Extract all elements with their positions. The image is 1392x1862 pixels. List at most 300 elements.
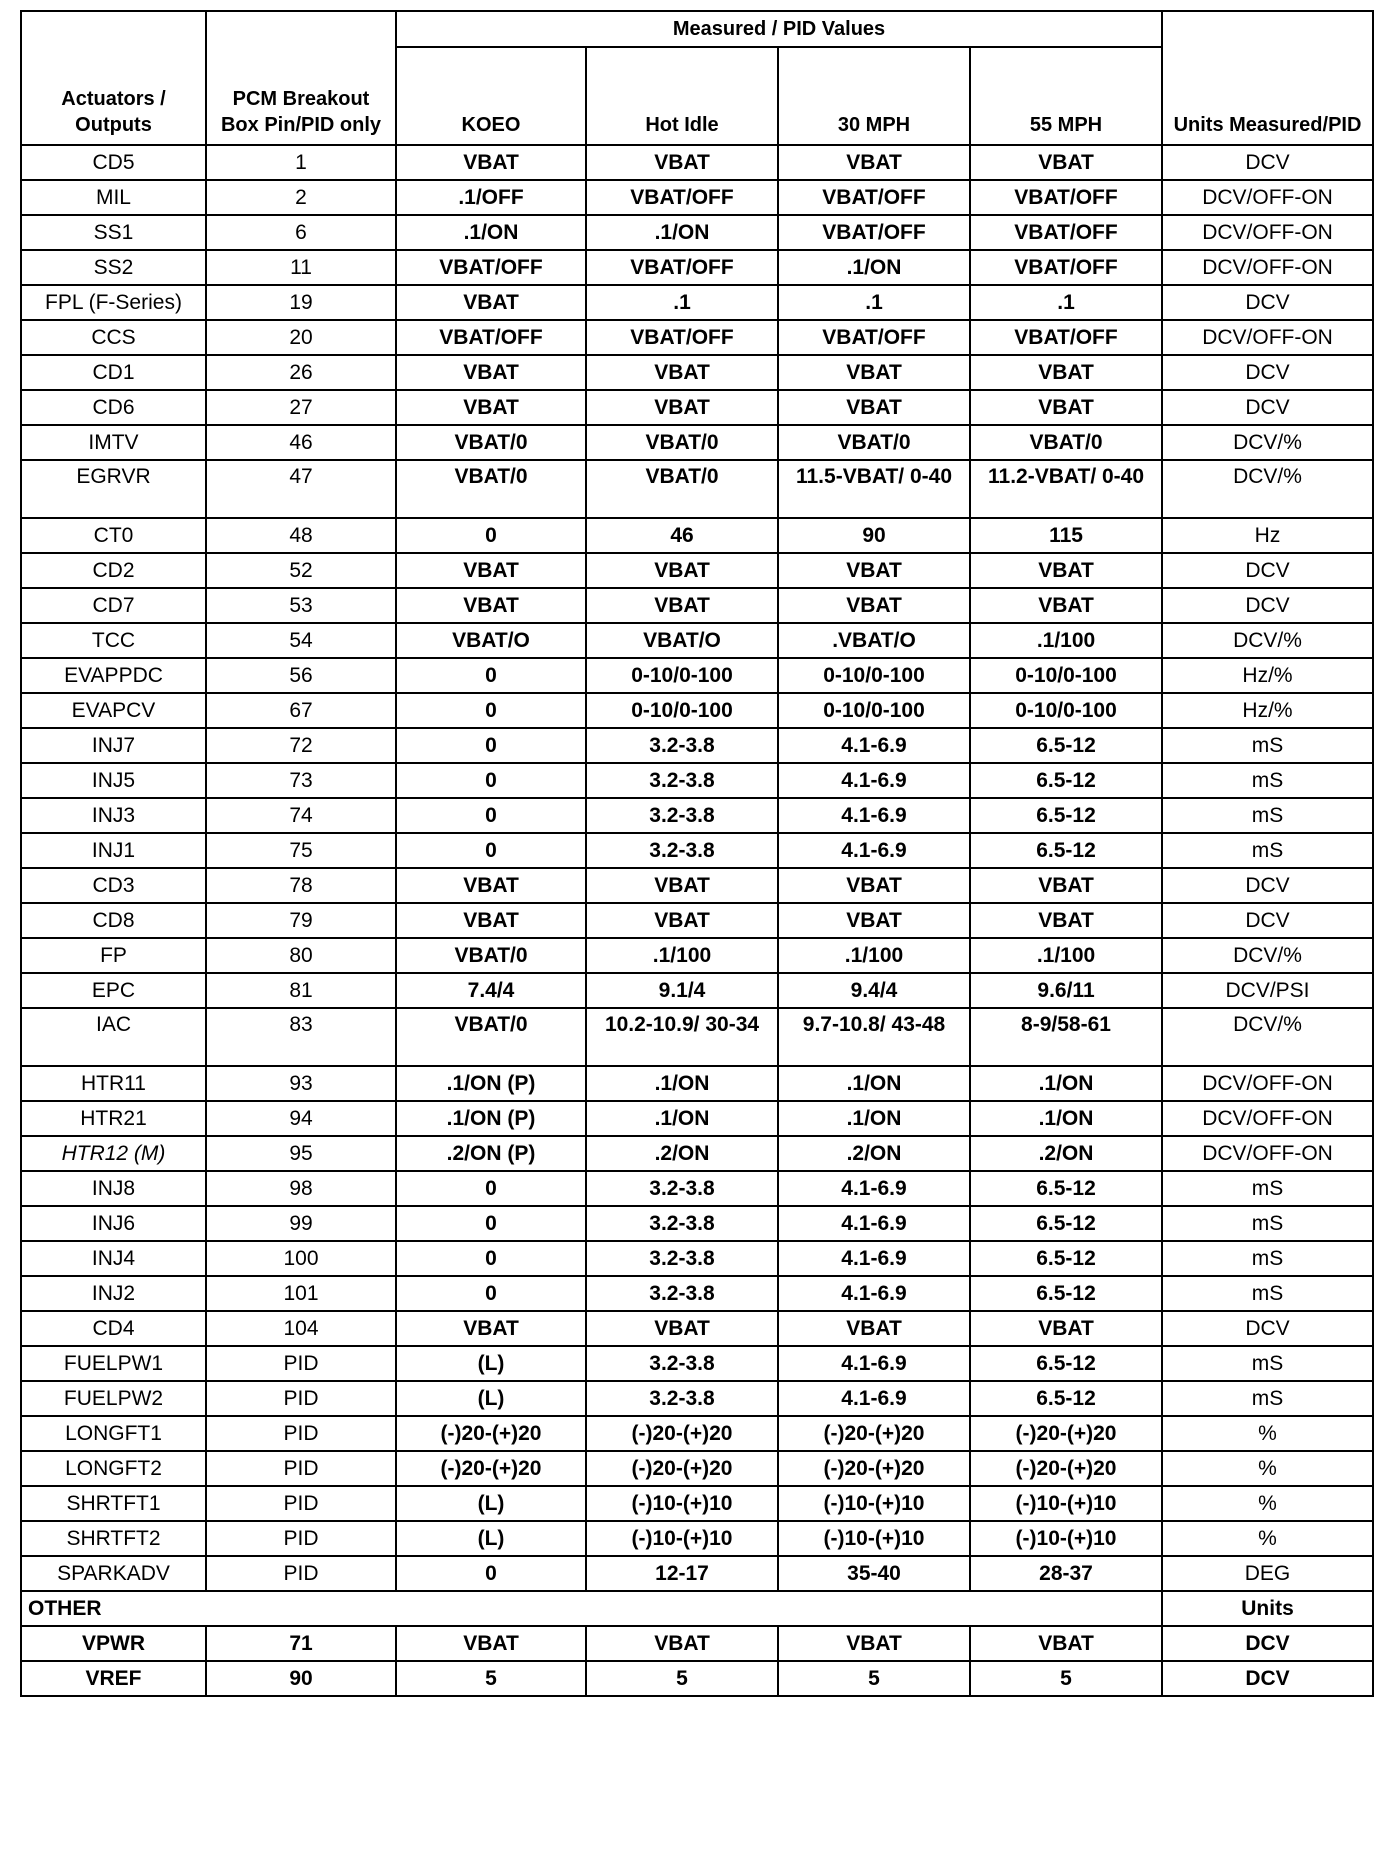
cell-units: DCV/PSI — [1162, 973, 1373, 1008]
cell-55-mph: 8-9/58-61 — [970, 1008, 1162, 1066]
table-row — [21, 1008, 1373, 1066]
cell-hot-idle: 3.2-3.8 — [586, 763, 778, 798]
cell-pin: 80 — [206, 938, 396, 973]
cell-pin: 71 — [206, 1626, 396, 1661]
cell-koeo: VBAT/O — [396, 623, 586, 658]
cell-hot-idle: .1/100 — [586, 938, 778, 973]
cell-30-mph: VBAT — [778, 145, 970, 180]
cell-55-mph: .1/100 — [970, 938, 1162, 973]
header-55-mph: 55 MPH — [970, 47, 1162, 145]
cell-koeo: .1/ON — [396, 215, 586, 250]
cell-pin: 6 — [206, 215, 396, 250]
cell-pin: 46 — [206, 425, 396, 460]
cell-actuator: CD5 — [21, 145, 206, 180]
cell-koeo: 0 — [396, 1241, 586, 1276]
cell-hot-idle: VBAT — [586, 355, 778, 390]
cell-actuator: LONGFT2 — [21, 1451, 206, 1486]
cell-units: % — [1162, 1416, 1373, 1451]
cell-30-mph: 5 — [778, 1661, 970, 1696]
cell-actuator: CCS — [21, 320, 206, 355]
cell-55-mph: .1/ON — [970, 1066, 1162, 1101]
cell-koeo: 0 — [396, 728, 586, 763]
table-row — [21, 1416, 1373, 1451]
cell-actuator: HTR21 — [21, 1101, 206, 1136]
cell-55-mph: VBAT — [970, 868, 1162, 903]
cell-units: DCV — [1162, 145, 1373, 180]
cell-actuator: INJ7 — [21, 728, 206, 763]
cell-actuator: CD4 — [21, 1311, 206, 1346]
cell-30-mph: VBAT/OFF — [778, 180, 970, 215]
cell-units: DCV — [1162, 553, 1373, 588]
table-row — [21, 1311, 1373, 1346]
table-row — [21, 553, 1373, 588]
cell-55-mph: 6.5-12 — [970, 833, 1162, 868]
cell-actuator: SS1 — [21, 215, 206, 250]
cell-30-mph: 4.1-6.9 — [778, 1241, 970, 1276]
cell-units: mS — [1162, 1276, 1373, 1311]
cell-55-mph: 6.5-12 — [970, 798, 1162, 833]
cell-hot-idle: VBAT — [586, 1626, 778, 1661]
cell-55-mph: VBAT/OFF — [970, 180, 1162, 215]
cell-hot-idle: 9.1/4 — [586, 973, 778, 1008]
header-hot-idle: Hot Idle — [586, 47, 778, 145]
cell-koeo: (-)20-(+)20 — [396, 1416, 586, 1451]
cell-55-mph: (-)10-(+)10 — [970, 1486, 1162, 1521]
cell-30-mph: .1/ON — [778, 1066, 970, 1101]
cell-pin: PID — [206, 1346, 396, 1381]
cell-55-mph: VBAT/OFF — [970, 250, 1162, 285]
header-actuators-outputs: Actuators / Outputs — [21, 11, 206, 145]
cell-pin: 83 — [206, 1008, 396, 1066]
table-row — [21, 1451, 1373, 1486]
cell-units: mS — [1162, 833, 1373, 868]
cell-koeo: VBAT — [396, 390, 586, 425]
table-row — [21, 1661, 1373, 1696]
cell-hot-idle: 3.2-3.8 — [586, 1346, 778, 1381]
cell-koeo: VBAT/OFF — [396, 250, 586, 285]
cell-hot-idle: (-)10-(+)10 — [586, 1521, 778, 1556]
cell-koeo: 0 — [396, 658, 586, 693]
cell-55-mph: VBAT/0 — [970, 425, 1162, 460]
table-row — [21, 728, 1373, 763]
cell-actuator: INJ6 — [21, 1206, 206, 1241]
cell-koeo: 0 — [396, 1171, 586, 1206]
cell-hot-idle: .1/ON — [586, 1066, 778, 1101]
cell-koeo: 0 — [396, 1556, 586, 1591]
cell-actuator: INJ1 — [21, 833, 206, 868]
table-row — [21, 390, 1373, 425]
cell-30-mph: 4.1-6.9 — [778, 1346, 970, 1381]
cell-actuator: CD8 — [21, 903, 206, 938]
table-row — [21, 215, 1373, 250]
cell-hot-idle: 3.2-3.8 — [586, 728, 778, 763]
cell-pin: 95 — [206, 1136, 396, 1171]
table-row — [21, 1101, 1373, 1136]
cell-actuator: INJ2 — [21, 1276, 206, 1311]
cell-koeo: VBAT — [396, 1311, 586, 1346]
cell-koeo: 5 — [396, 1661, 586, 1696]
cell-pin: 75 — [206, 833, 396, 868]
table-row — [21, 1556, 1373, 1591]
cell-units: mS — [1162, 1346, 1373, 1381]
table-row — [21, 588, 1373, 623]
cell-hot-idle: 3.2-3.8 — [586, 1206, 778, 1241]
cell-hot-idle: 3.2-3.8 — [586, 1241, 778, 1276]
cell-30-mph: VBAT — [778, 355, 970, 390]
cell-actuator: INJ5 — [21, 763, 206, 798]
cell-koeo: 0 — [396, 693, 586, 728]
cell-hot-idle: 10.2-10.9/ 30-34 — [586, 1008, 778, 1066]
cell-hot-idle: 46 — [586, 518, 778, 553]
cell-actuator: CT0 — [21, 518, 206, 553]
table-row — [21, 1171, 1373, 1206]
cell-pin: 101 — [206, 1276, 396, 1311]
cell-30-mph: 0-10/0-100 — [778, 658, 970, 693]
cell-actuator: FP — [21, 938, 206, 973]
cell-30-mph: .1/ON — [778, 250, 970, 285]
cell-55-mph: (-)20-(+)20 — [970, 1416, 1162, 1451]
cell-55-mph: 6.5-12 — [970, 1276, 1162, 1311]
cell-koeo: VBAT — [396, 868, 586, 903]
cell-hot-idle: (-)10-(+)10 — [586, 1486, 778, 1521]
cell-30-mph: 4.1-6.9 — [778, 1276, 970, 1311]
cell-30-mph: .VBAT/O — [778, 623, 970, 658]
cell-units: DCV/OFF-ON — [1162, 180, 1373, 215]
table-row — [21, 518, 1373, 553]
cell-pin: PID — [206, 1486, 396, 1521]
cell-hot-idle: 3.2-3.8 — [586, 1381, 778, 1416]
table-row — [21, 1381, 1373, 1416]
cell-55-mph: VBAT — [970, 355, 1162, 390]
cell-55-mph: VBAT — [970, 390, 1162, 425]
cell-actuator: SHRTFT2 — [21, 1521, 206, 1556]
cell-30-mph: 4.1-6.9 — [778, 798, 970, 833]
table-row — [21, 1241, 1373, 1276]
table-row — [21, 1521, 1373, 1556]
cell-actuator: CD3 — [21, 868, 206, 903]
cell-units: Hz — [1162, 518, 1373, 553]
cell-30-mph: VBAT/OFF — [778, 320, 970, 355]
cell-actuator: IAC — [21, 1008, 206, 1066]
cell-koeo: VBAT/0 — [396, 425, 586, 460]
cell-pin: 73 — [206, 763, 396, 798]
cell-koeo: .1/ON (P) — [396, 1066, 586, 1101]
cell-actuator: HTR12 (M) — [21, 1136, 206, 1171]
cell-pin: 54 — [206, 623, 396, 658]
cell-hot-idle: (-)20-(+)20 — [586, 1416, 778, 1451]
cell-units: % — [1162, 1486, 1373, 1521]
cell-pin: 100 — [206, 1241, 396, 1276]
cell-30-mph: .1/100 — [778, 938, 970, 973]
cell-koeo: VBAT — [396, 355, 586, 390]
cell-55-mph: VBAT — [970, 1626, 1162, 1661]
table-row — [21, 623, 1373, 658]
cell-30-mph: VBAT — [778, 868, 970, 903]
cell-pin: 104 — [206, 1311, 396, 1346]
cell-pin: 93 — [206, 1066, 396, 1101]
cell-actuator: VPWR — [21, 1626, 206, 1661]
cell-koeo: 0 — [396, 1276, 586, 1311]
cell-hot-idle: VBAT — [586, 145, 778, 180]
cell-units: DEG — [1162, 1556, 1373, 1591]
cell-30-mph: VBAT/0 — [778, 425, 970, 460]
table-row — [21, 1486, 1373, 1521]
cell-pin: PID — [206, 1521, 396, 1556]
cell-pin: PID — [206, 1451, 396, 1486]
cell-30-mph: VBAT/OFF — [778, 215, 970, 250]
cell-55-mph: 115 — [970, 518, 1162, 553]
cell-hot-idle: VBAT/OFF — [586, 180, 778, 215]
table-row — [21, 355, 1373, 390]
cell-pin: 99 — [206, 1206, 396, 1241]
header-30-mph: 30 MPH — [778, 47, 970, 145]
cell-koeo: 0 — [396, 763, 586, 798]
cell-30-mph: 11.5-VBAT/ 0-40 — [778, 460, 970, 518]
table-row — [21, 145, 1373, 180]
cell-hot-idle: VBAT — [586, 868, 778, 903]
cell-koeo: VBAT — [396, 588, 586, 623]
cell-pin: 90 — [206, 1661, 396, 1696]
cell-actuator: INJ8 — [21, 1171, 206, 1206]
cell-hot-idle: 3.2-3.8 — [586, 1171, 778, 1206]
cell-pin: 26 — [206, 355, 396, 390]
cell-koeo: VBAT — [396, 285, 586, 320]
cell-units: Hz/% — [1162, 658, 1373, 693]
table-row — [21, 1206, 1373, 1241]
table-row — [21, 938, 1373, 973]
cell-units: mS — [1162, 1381, 1373, 1416]
cell-actuator: HTR11 — [21, 1066, 206, 1101]
cell-koeo: (L) — [396, 1346, 586, 1381]
cell-units: DCV/OFF-ON — [1162, 1066, 1373, 1101]
cell-units: mS — [1162, 798, 1373, 833]
cell-units: DCV/% — [1162, 460, 1373, 518]
cell-30-mph: VBAT — [778, 553, 970, 588]
cell-actuator: TCC — [21, 623, 206, 658]
cell-units: mS — [1162, 1241, 1373, 1276]
cell-units: mS — [1162, 1171, 1373, 1206]
cell-units: DCV/OFF-ON — [1162, 250, 1373, 285]
cell-55-mph: 6.5-12 — [970, 1381, 1162, 1416]
cell-actuator: FUELPW2 — [21, 1381, 206, 1416]
cell-30-mph: VBAT — [778, 903, 970, 938]
table-row — [21, 180, 1373, 215]
cell-30-mph: .1 — [778, 285, 970, 320]
cell-55-mph: 11.2-VBAT/ 0-40 — [970, 460, 1162, 518]
cell-actuator: VREF — [21, 1661, 206, 1696]
cell-pin: 56 — [206, 658, 396, 693]
cell-hot-idle: 0-10/0-100 — [586, 693, 778, 728]
cell-hot-idle: .1/ON — [586, 215, 778, 250]
cell-55-mph: VBAT — [970, 588, 1162, 623]
cell-55-mph: 6.5-12 — [970, 763, 1162, 798]
cell-actuator: FUELPW1 — [21, 1346, 206, 1381]
cell-hot-idle: (-)20-(+)20 — [586, 1451, 778, 1486]
cell-hot-idle: 0-10/0-100 — [586, 658, 778, 693]
cell-units: DCV/OFF-ON — [1162, 1101, 1373, 1136]
cell-koeo: VBAT/0 — [396, 938, 586, 973]
cell-pin: 48 — [206, 518, 396, 553]
cell-units: DCV/% — [1162, 938, 1373, 973]
table-row — [21, 763, 1373, 798]
cell-55-mph: VBAT/OFF — [970, 320, 1162, 355]
cell-units: DCV/OFF-ON — [1162, 1136, 1373, 1171]
cell-units: DCV — [1162, 1311, 1373, 1346]
cell-55-mph: .1/100 — [970, 623, 1162, 658]
cell-55-mph: VBAT/OFF — [970, 215, 1162, 250]
cell-units: DCV/OFF-ON — [1162, 215, 1373, 250]
other-section-label: OTHER — [21, 1591, 1162, 1626]
cell-hot-idle: VBAT/0 — [586, 425, 778, 460]
other-section-row — [21, 1591, 1373, 1626]
table-row — [21, 868, 1373, 903]
cell-koeo: (L) — [396, 1486, 586, 1521]
cell-30-mph: (-)10-(+)10 — [778, 1521, 970, 1556]
cell-pin: 78 — [206, 868, 396, 903]
header-pcm-breakout-box: PCM Breakout Box Pin/PID only — [206, 11, 396, 145]
cell-30-mph: 4.1-6.9 — [778, 1206, 970, 1241]
cell-koeo: 7.4/4 — [396, 973, 586, 1008]
cell-pin: 79 — [206, 903, 396, 938]
cell-actuator: EVAPPDC — [21, 658, 206, 693]
cell-30-mph: 90 — [778, 518, 970, 553]
cell-units: DCV/% — [1162, 623, 1373, 658]
cell-koeo: (L) — [396, 1521, 586, 1556]
cell-30-mph: 4.1-6.9 — [778, 1171, 970, 1206]
table-header — [21, 11, 1373, 145]
cell-55-mph: 9.6/11 — [970, 973, 1162, 1008]
pid-values-document — [20, 10, 1372, 1850]
cell-55-mph: VBAT — [970, 903, 1162, 938]
table-row — [21, 250, 1373, 285]
cell-hot-idle: .2/ON — [586, 1136, 778, 1171]
cell-pin: PID — [206, 1381, 396, 1416]
table-row — [21, 1066, 1373, 1101]
table-row — [21, 798, 1373, 833]
table-row — [21, 693, 1373, 728]
cell-koeo: 0 — [396, 833, 586, 868]
cell-actuator: CD2 — [21, 553, 206, 588]
cell-actuator: EPC — [21, 973, 206, 1008]
cell-30-mph: 4.1-6.9 — [778, 833, 970, 868]
cell-55-mph: 6.5-12 — [970, 1171, 1162, 1206]
table-row — [21, 833, 1373, 868]
cell-actuator: INJ3 — [21, 798, 206, 833]
cell-units: DCV — [1162, 1626, 1373, 1661]
cell-55-mph: 6.5-12 — [970, 1206, 1162, 1241]
cell-hot-idle: VBAT/OFF — [586, 320, 778, 355]
cell-units: DCV/OFF-ON — [1162, 320, 1373, 355]
cell-koeo: VBAT — [396, 553, 586, 588]
cell-koeo: (-)20-(+)20 — [396, 1451, 586, 1486]
cell-pin: 53 — [206, 588, 396, 623]
cell-actuator: CD1 — [21, 355, 206, 390]
cell-koeo: (L) — [396, 1381, 586, 1416]
table-row — [21, 285, 1373, 320]
cell-30-mph: 4.1-6.9 — [778, 763, 970, 798]
cell-units: DCV — [1162, 903, 1373, 938]
table-row — [21, 658, 1373, 693]
table-row — [21, 1626, 1373, 1661]
cell-pin: 47 — [206, 460, 396, 518]
cell-actuator: MIL — [21, 180, 206, 215]
cell-30-mph: VBAT — [778, 588, 970, 623]
cell-pin: 81 — [206, 973, 396, 1008]
cell-55-mph: VBAT — [970, 145, 1162, 180]
cell-units: DCV — [1162, 588, 1373, 623]
cell-actuator: SHRTFT1 — [21, 1486, 206, 1521]
table-row — [21, 973, 1373, 1008]
cell-units: DCV — [1162, 868, 1373, 903]
cell-hot-idle: VBAT/0 — [586, 460, 778, 518]
cell-actuator: INJ4 — [21, 1241, 206, 1276]
table-row — [21, 1276, 1373, 1311]
cell-hot-idle: VBAT — [586, 588, 778, 623]
cell-pin: 2 — [206, 180, 396, 215]
cell-55-mph: 0-10/0-100 — [970, 693, 1162, 728]
cell-30-mph: .2/ON — [778, 1136, 970, 1171]
cell-koeo: .2/ON (P) — [396, 1136, 586, 1171]
cell-30-mph: (-)20-(+)20 — [778, 1416, 970, 1451]
cell-55-mph: 0-10/0-100 — [970, 658, 1162, 693]
cell-units: DCV/% — [1162, 1008, 1373, 1066]
cell-hot-idle: 3.2-3.8 — [586, 1276, 778, 1311]
cell-30-mph: 9.4/4 — [778, 973, 970, 1008]
cell-koeo: .1/ON (P) — [396, 1101, 586, 1136]
cell-actuator: CD7 — [21, 588, 206, 623]
cell-pin: 72 — [206, 728, 396, 763]
cell-hot-idle: 3.2-3.8 — [586, 798, 778, 833]
other-units-label: Units — [1162, 1591, 1373, 1626]
cell-units: mS — [1162, 1206, 1373, 1241]
cell-30-mph: (-)20-(+)20 — [778, 1451, 970, 1486]
cell-units: Hz/% — [1162, 693, 1373, 728]
table-row — [21, 460, 1373, 518]
cell-koeo: 0 — [396, 1206, 586, 1241]
pid-values-table — [20, 10, 1374, 1697]
cell-pin: 20 — [206, 320, 396, 355]
table-row — [21, 903, 1373, 938]
cell-30-mph: VBAT — [778, 1311, 970, 1346]
cell-pin: 94 — [206, 1101, 396, 1136]
cell-55-mph: 5 — [970, 1661, 1162, 1696]
cell-koeo: VBAT — [396, 903, 586, 938]
cell-units: DCV — [1162, 1661, 1373, 1696]
cell-actuator: FPL (F-Series) — [21, 285, 206, 320]
cell-30-mph: 4.1-6.9 — [778, 1381, 970, 1416]
cell-55-mph: 6.5-12 — [970, 1241, 1162, 1276]
cell-hot-idle: 5 — [586, 1661, 778, 1696]
cell-pin: 1 — [206, 145, 396, 180]
cell-units: DCV/% — [1162, 425, 1373, 460]
cell-units: DCV — [1162, 390, 1373, 425]
cell-55-mph: (-)20-(+)20 — [970, 1451, 1162, 1486]
table-row — [21, 1346, 1373, 1381]
cell-30-mph: (-)10-(+)10 — [778, 1486, 970, 1521]
cell-koeo: VBAT — [396, 1626, 586, 1661]
cell-actuator: SPARKADV — [21, 1556, 206, 1591]
cell-hot-idle: VBAT/OFF — [586, 250, 778, 285]
cell-actuator: SS2 — [21, 250, 206, 285]
cell-30-mph: 9.7-10.8/ 43-48 — [778, 1008, 970, 1066]
cell-pin: 74 — [206, 798, 396, 833]
cell-55-mph: 6.5-12 — [970, 1346, 1162, 1381]
cell-hot-idle: VBAT/O — [586, 623, 778, 658]
cell-30-mph: 35-40 — [778, 1556, 970, 1591]
cell-55-mph: .2/ON — [970, 1136, 1162, 1171]
cell-koeo: 0 — [396, 518, 586, 553]
cell-55-mph: 6.5-12 — [970, 728, 1162, 763]
